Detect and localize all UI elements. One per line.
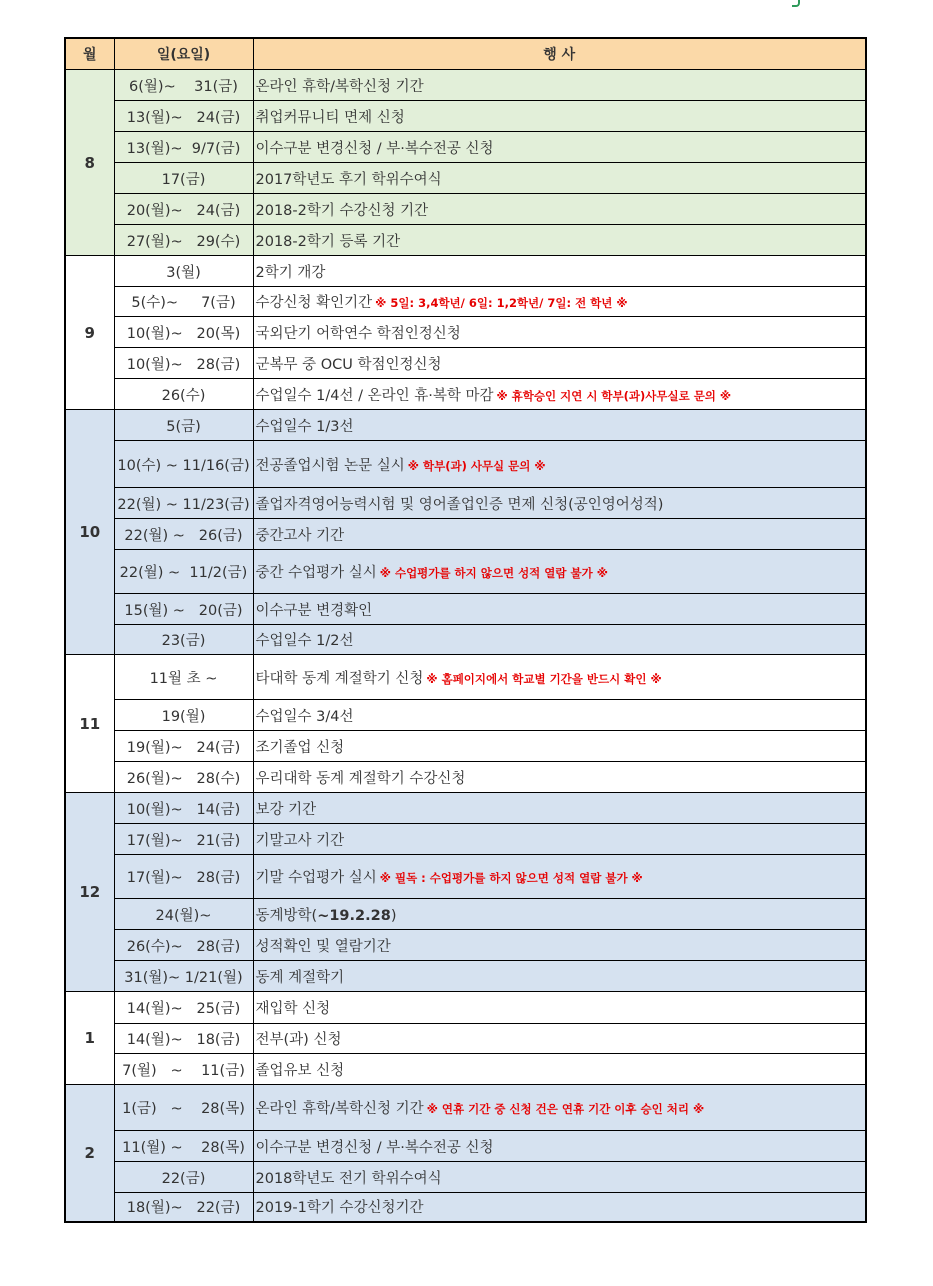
event-cell: [253, 1024, 866, 1054]
table-row: [65, 256, 866, 287]
event-text: 이수구분 변경신청 / 부·복수전공 신청: [255, 140, 494, 157]
month-cell: 10: [65, 410, 114, 655]
event-cell: [253, 348, 866, 379]
table-row: [65, 1085, 866, 1131]
event-note: ※ 휴학승인 지연 시 학부(과)사무실로 문의 ※: [496, 388, 732, 403]
event-text: 국외단기 어학연수 학점인정신청: [255, 325, 461, 342]
event-text: 수업일수 1/3선: [255, 418, 354, 435]
date-cell: 23(금): [114, 625, 253, 655]
date-cell: 7(월) ~ 11(금): [114, 1054, 253, 1085]
table-row: [65, 824, 866, 855]
month-cell: 2: [65, 1085, 114, 1222]
date-cell: 10(월)~ 20(목): [114, 317, 253, 348]
event-text: 취업커뮤니티 면제 신청: [255, 109, 405, 126]
date-cell: 18(월)~ 22(금): [114, 1193, 253, 1222]
header-month: 월: [65, 38, 114, 70]
date-cell: 20(월)~ 24(금): [114, 194, 253, 225]
event-text: 2019-1학기 수강신청기간: [255, 1200, 424, 1217]
table-row: [65, 731, 866, 762]
event-text: 수업일수 1/4선 / 온라인 휴·복학 마감: [255, 387, 494, 404]
event-text: 졸업유보 신청: [255, 1062, 345, 1079]
event-cell: [253, 410, 866, 441]
event-text: 전부(과) 신청: [255, 1032, 342, 1048]
table-row: [65, 287, 866, 317]
event-text-suffix: ): [390, 907, 397, 924]
table-row: [65, 1024, 866, 1054]
event-note: ※ 5일: 3,4학년/ 6일: 1,2학년/ 7일: 전 학년 ※: [375, 296, 628, 310]
table-row: [65, 101, 866, 132]
event-cell: [253, 70, 866, 101]
date-cell: 11(월) ~ 28(목): [114, 1131, 253, 1162]
event-text: 보강 기간: [255, 801, 317, 818]
event-text: 이수구분 변경확인: [255, 602, 373, 619]
date-cell: 26(월)~ 28(수): [114, 762, 253, 793]
event-cell: [253, 793, 866, 824]
event-cell: [253, 731, 866, 762]
table-row: [65, 1131, 866, 1162]
table-row: [65, 225, 866, 256]
event-note: ※ 필독 : 수업평가를 하지 않으면 성적 열람 불가 ※: [379, 871, 643, 885]
table-row: [65, 700, 866, 731]
event-cell: [253, 163, 866, 194]
date-cell: 13(월)~ 9/7(금): [114, 132, 253, 163]
event-cell: [253, 1054, 866, 1085]
table-row: [65, 70, 866, 101]
date-cell: 24(월)~: [114, 899, 253, 930]
event-cell: [253, 930, 866, 961]
event-cell: [253, 594, 866, 625]
event-text: 중간 수업평가 실시: [255, 565, 377, 581]
event-cell: [253, 519, 866, 550]
event-text: 기말 수업평가 실시: [255, 870, 377, 886]
date-cell: 11월 초 ~: [114, 655, 253, 700]
header-event: 행 사: [253, 38, 866, 70]
event-cell: [253, 655, 866, 700]
event-text: 기말고사 기간: [255, 832, 345, 849]
event-cell: [253, 992, 866, 1024]
academic-calendar-table: [64, 37, 867, 1223]
event-note: ※ 수업평가를 하지 않으면 성적 열람 불가 ※: [379, 566, 608, 580]
date-cell: 26(수)~ 28(금): [114, 930, 253, 961]
event-text: 이수구분 변경신청 / 부·복수전공 신청: [255, 1139, 494, 1156]
event-cell: [253, 101, 866, 132]
date-cell: 1(금) ~ 28(목): [114, 1085, 253, 1131]
event-cell: [253, 1085, 866, 1131]
event-cell: [253, 961, 866, 992]
table-row: [65, 410, 866, 441]
event-cell: [253, 287, 866, 317]
event-cell: [253, 550, 866, 594]
date-cell: 22(월) ~ 26(금): [114, 519, 253, 550]
date-cell: 26(수): [114, 379, 253, 410]
month-cell: 12: [65, 793, 114, 992]
date-cell: 22(금): [114, 1162, 253, 1193]
date-cell: 17(월)~ 28(금): [114, 855, 253, 899]
event-text: 중간고사 기간: [255, 527, 345, 544]
date-cell: 14(월)~ 25(금): [114, 992, 253, 1024]
table-row: [65, 793, 866, 824]
date-cell: 10(월)~ 14(금): [114, 793, 253, 824]
table-row: [65, 655, 866, 700]
event-text: 수업일수 1/2선: [255, 633, 354, 649]
date-cell: 19(월)~ 24(금): [114, 731, 253, 762]
event-text: 2018-2학기 수강신청 기간: [255, 202, 429, 219]
event-cell: [253, 1193, 866, 1222]
event-cell: [253, 1162, 866, 1193]
table-row: [65, 379, 866, 410]
event-cell: [253, 317, 866, 348]
table-row: [65, 625, 866, 655]
date-cell: 17(월)~ 21(금): [114, 824, 253, 855]
header-date: 일(요일): [114, 38, 253, 70]
table-row: [65, 961, 866, 992]
event-cell: [253, 625, 866, 655]
table-row: [65, 1193, 866, 1222]
event-text: 조기졸업 신청: [255, 739, 345, 756]
event-text: 재입학 신청: [255, 1001, 331, 1017]
date-cell: 10(수) ~ 11/16(금): [114, 441, 253, 488]
event-text: 2018학년도 전기 학위수여식: [255, 1170, 442, 1187]
event-text: 졸업자격영어능력시험 및 영어졸업인증 면제 신청(공인영어성적): [255, 496, 664, 513]
month-cell: 9: [65, 256, 114, 410]
header-row: [65, 38, 866, 70]
date-cell: 22(월) ~ 11/23(금): [114, 488, 253, 519]
event-cell: [253, 1131, 866, 1162]
event-cell: [253, 132, 866, 163]
corner-mark: [792, 0, 800, 7]
event-text: 온라인 휴학/복학신청 기간: [255, 1101, 424, 1117]
month-cell: 1: [65, 992, 114, 1085]
date-cell: 3(월): [114, 256, 253, 287]
event-text: 2017학년도 후기 학위수여식: [255, 171, 442, 188]
month-cell: 8: [65, 70, 114, 256]
event-cell: [253, 899, 866, 930]
date-cell: 22(월) ~ 11/2(금): [114, 550, 253, 594]
table-row: [65, 317, 866, 348]
table-row: [65, 1162, 866, 1193]
month-cell: 11: [65, 655, 114, 793]
event-cell: [253, 855, 866, 899]
table-row: [65, 348, 866, 379]
event-cell: [253, 824, 866, 855]
table-row: [65, 992, 866, 1024]
date-cell: 5(금): [114, 410, 253, 441]
event-text: 우리대학 동계 계절학기 수강신청: [255, 770, 466, 787]
table-row: [65, 1054, 866, 1085]
event-cell: [253, 379, 866, 410]
date-cell: 14(월)~ 18(금): [114, 1024, 253, 1054]
event-bold-text: ~19.2.28: [317, 907, 391, 924]
date-cell: 15(월) ~ 20(금): [114, 594, 253, 625]
table-row: [65, 855, 866, 899]
table-row: [65, 930, 866, 961]
event-cell: [253, 194, 866, 225]
event-cell: [253, 488, 866, 519]
event-text: 수강신청 확인기간: [255, 295, 373, 311]
event-text: 전공졸업시험 논문 실시: [255, 457, 405, 474]
event-text: 성적확인 및 열람기간: [255, 938, 391, 955]
date-cell: 17(금): [114, 163, 253, 194]
event-cell: [253, 762, 866, 793]
event-text: 군복무 중 OCU 학점인정신청: [255, 356, 442, 373]
event-note: ※ 학부(과) 사무실 문의 ※: [407, 458, 546, 473]
table-row: [65, 488, 866, 519]
date-cell: 6(월)~ 31(금): [114, 70, 253, 101]
event-text: 동계 계절학기: [255, 969, 345, 986]
event-cell: [253, 700, 866, 731]
event-text: 온라인 휴학/복학신청 기간: [255, 78, 424, 95]
event-text: 동계방학(: [255, 907, 318, 924]
event-text: 2학기 개강: [255, 264, 326, 281]
date-cell: 13(월)~ 24(금): [114, 101, 253, 132]
event-note: ※ 홈페이지에서 학교별 기간을 반드시 확인 ※: [426, 671, 662, 686]
date-cell: 10(월)~ 28(금): [114, 348, 253, 379]
table-row: [65, 441, 866, 488]
date-cell: 19(월): [114, 700, 253, 731]
table-row: [65, 899, 866, 930]
table-row: [65, 519, 866, 550]
event-note: ※ 연휴 기간 중 신청 건은 연휴 기간 이후 승인 처리 ※: [426, 1102, 705, 1116]
event-text: 2018-2학기 등록 기간: [255, 233, 401, 250]
event-cell: [253, 225, 866, 256]
event-cell: [253, 256, 866, 287]
table-row: [65, 594, 866, 625]
table-row: [65, 550, 866, 594]
date-cell: 5(수)~ 7(금): [114, 287, 253, 317]
date-cell: 31(월)~ 1/21(월): [114, 961, 253, 992]
event-text: 타대학 동계 계절학기 신청: [255, 670, 424, 687]
table-row: [65, 132, 866, 163]
event-cell: [253, 441, 866, 488]
table-row: [65, 194, 866, 225]
event-text: 수업일수 3/4선: [255, 708, 354, 725]
table-row: [65, 762, 866, 793]
calendar-body: [65, 70, 866, 1222]
date-cell: 27(월)~ 29(수): [114, 225, 253, 256]
table-row: [65, 163, 866, 194]
